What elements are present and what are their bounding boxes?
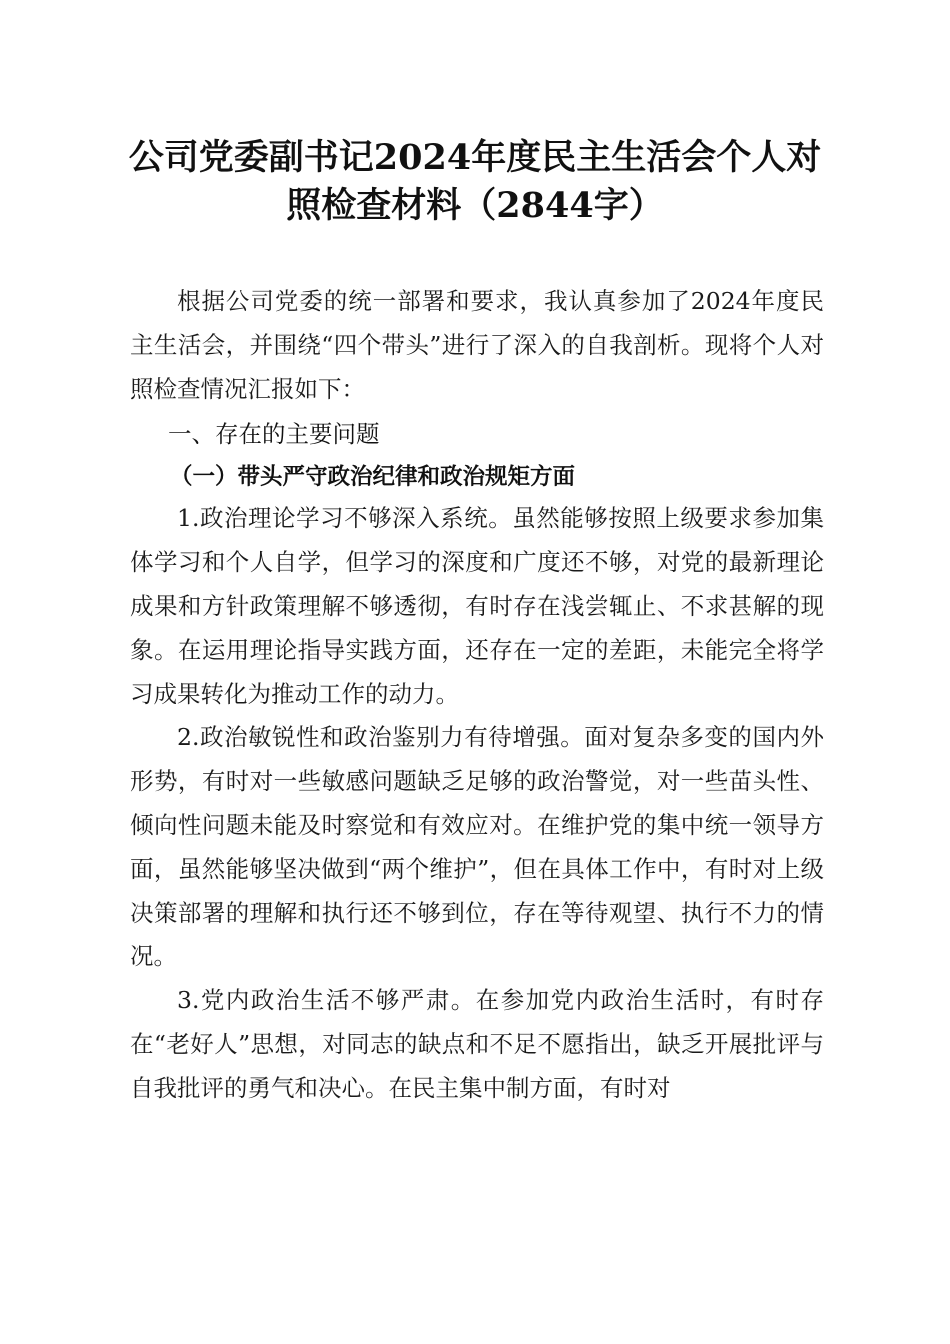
item-3-paragraph: 3.党内政治生活不够严肃。在参加党内政治生活时，有时存在“老好人”思想，对同志的缺点和不足不愿指出，缺乏开展批评与自我批评的勇气和决心。在民主集中制方面，有时对 bbox=[130, 986, 824, 1102]
subsection-heading-discipline: （一）带头严守政治纪律和政治规矩方面 bbox=[170, 464, 576, 491]
section-heading-problems: 一、存在的主要问题 bbox=[168, 420, 380, 449]
document-title bbox=[100, 134, 850, 230]
item-2-paragraph: 2.政治敏锐性和政治鉴别力有待增强。面对复杂多变的国内外形势，有时对一些敏感问题缺乏足够的政治警觉，对一些苗头性、倾向性问题未能及时察觉和有效应对。在维护党的集中统一领导方面，虽然能够坚决做到“两个维护”，但在具体工作中，有时对上级决策部署的理解和执行还不够到位，存在等待观望、执行不力的情况。 bbox=[130, 723, 824, 971]
title-line-2: 照检查材料（2844字） bbox=[286, 185, 664, 226]
intro-paragraph: 根据公司党委的统一部署和要求，我认真参加了2024年度民主生活会，并围绕“四个带头”进行了深入的自我剖析。现将个人对照检查情况汇报如下： bbox=[130, 287, 824, 403]
document-body bbox=[130, 280, 824, 1111]
item-1-paragraph: 1.政治理论学习不够深入系统。虽然能够按照上级要求参加集体学习和个人自学，但学习的深度和广度还不够，对党的最新理论成果和方针政策理解不够透彻，有时存在浅尝辄止、不求甚解的现象。在运用理论指导实践方面，还存在一定的差距，未能完全将学习成果转化为推动工作的动力。 bbox=[130, 504, 824, 708]
title-line-1: 公司党委副书记2024年度民主生活会个人对 bbox=[128, 137, 822, 178]
